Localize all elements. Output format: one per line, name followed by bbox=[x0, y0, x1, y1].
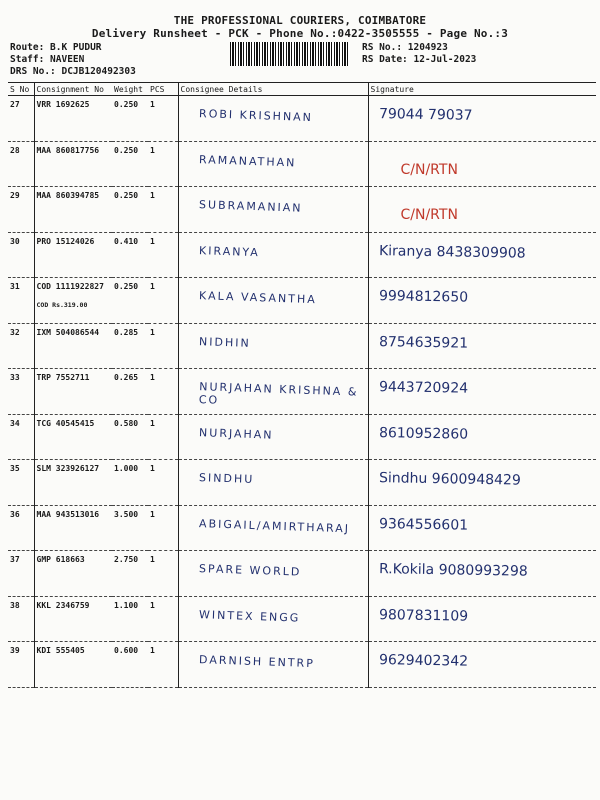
consignment-number bbox=[34, 642, 112, 688]
consignment-id: IXM 504086544 bbox=[36, 327, 100, 337]
consignee-details bbox=[178, 551, 368, 597]
signature-text: 9994812650 bbox=[378, 288, 468, 306]
table-row bbox=[8, 505, 596, 551]
signature-text: Sindhu 9600948429 bbox=[378, 470, 521, 489]
weight: 0.410 bbox=[112, 232, 148, 278]
cod-amount: COD Rs.319.00 bbox=[36, 301, 88, 309]
consignment-id: VRR 1692625 bbox=[36, 100, 90, 109]
consignment-number bbox=[34, 187, 112, 233]
signature-text: 8610952860 bbox=[378, 424, 468, 443]
company-title: THE PROFESSIONAL COURIERS, COIMBATORE bbox=[173, 14, 427, 27]
rs-date: RS Date: 12-Jul-2023 bbox=[362, 54, 477, 65]
col-pcs: PCS bbox=[148, 83, 178, 96]
consignment-number bbox=[34, 323, 112, 369]
signature-text: R.Kokila 9080993298 bbox=[378, 561, 528, 580]
consignee-name: ABIGAIL/AMIRTHARAJ bbox=[198, 516, 350, 535]
consignee-name: ROBI KRISHNAN bbox=[198, 107, 313, 125]
consignee-name: WINTEX ENGG bbox=[198, 607, 300, 625]
consignment-id: COD 1111922827 bbox=[36, 282, 104, 291]
signature-text: C/N/RTN bbox=[400, 161, 458, 178]
consignee-name: NURJAHAN KRISHNA & CO bbox=[198, 380, 359, 407]
table-row bbox=[8, 414, 596, 460]
consignment-number bbox=[34, 232, 112, 278]
consignee-details bbox=[178, 187, 368, 233]
weight: 0.250 bbox=[112, 96, 148, 142]
weight: 0.285 bbox=[112, 323, 148, 369]
signature-cell bbox=[368, 232, 596, 278]
table-header bbox=[8, 83, 596, 96]
serial-number: 29 bbox=[8, 187, 34, 233]
col-signature: Signature bbox=[368, 83, 596, 96]
signature-cell bbox=[368, 278, 596, 324]
signature-text: C/N/RTN bbox=[400, 207, 458, 223]
consignment-number bbox=[34, 596, 112, 642]
signature-cell bbox=[368, 642, 596, 688]
rs-number: RS No.: 1204923 bbox=[362, 42, 448, 53]
consignee-details bbox=[178, 323, 368, 369]
consignment-id: KKL 2346759 bbox=[36, 600, 90, 610]
weight: 0.250 bbox=[112, 278, 148, 324]
consignee-name: KIRANYA bbox=[198, 243, 260, 259]
consignee-name: DARNISH ENTRP bbox=[198, 653, 315, 671]
consignment-number bbox=[34, 278, 112, 324]
consignment-number bbox=[34, 505, 112, 551]
weight: 1.100 bbox=[112, 596, 148, 642]
serial-number: 30 bbox=[8, 232, 34, 278]
consignee-details bbox=[178, 141, 368, 187]
consignee-details bbox=[178, 596, 368, 642]
table-row bbox=[8, 460, 596, 506]
consignee-name: SUBRAMANIAN bbox=[198, 198, 303, 215]
consignment-id: MAA 860817756 bbox=[36, 145, 100, 155]
consignee-name: SPARE WORLD bbox=[198, 562, 302, 579]
barcode bbox=[230, 42, 350, 66]
consignment-number bbox=[34, 414, 112, 460]
pieces: 1 bbox=[148, 232, 178, 278]
signature-text: 79044 79037 bbox=[378, 106, 473, 124]
signature-text: 9364556601 bbox=[378, 515, 468, 534]
consignee-details bbox=[178, 460, 368, 506]
serial-number: 36 bbox=[8, 505, 34, 551]
signature-cell bbox=[368, 369, 596, 415]
weight: 0.250 bbox=[112, 141, 148, 187]
consignee-details bbox=[178, 369, 368, 415]
serial-number: 39 bbox=[8, 642, 34, 688]
weight: 1.000 bbox=[112, 460, 148, 506]
col-sno: S No bbox=[8, 83, 34, 96]
table-row bbox=[8, 187, 596, 233]
signature-cell bbox=[368, 141, 596, 187]
signature-cell bbox=[368, 505, 596, 551]
consignee-name: KALA VASANTHA bbox=[198, 289, 317, 307]
table-row bbox=[8, 642, 596, 688]
pieces: 1 bbox=[148, 141, 178, 187]
table-row bbox=[8, 278, 596, 324]
consignee-details bbox=[178, 96, 368, 142]
weight: 0.600 bbox=[112, 642, 148, 688]
serial-number: 33 bbox=[8, 369, 34, 415]
weight: 0.250 bbox=[112, 187, 148, 233]
pieces: 1 bbox=[148, 323, 178, 369]
table-row bbox=[8, 323, 596, 369]
col-consignee: Consignee Details bbox=[178, 83, 368, 96]
serial-number: 31 bbox=[8, 278, 34, 324]
consignment-id: SLM 323926127 bbox=[36, 464, 100, 473]
table-row bbox=[8, 596, 596, 642]
consignee-details bbox=[178, 232, 368, 278]
weight: 3.500 bbox=[112, 505, 148, 551]
serial-number: 32 bbox=[8, 323, 34, 369]
consignment-id: MAA 860394785 bbox=[36, 191, 100, 200]
signature-text: 9443720924 bbox=[378, 379, 468, 397]
consignee-name: NIDHIN bbox=[198, 334, 251, 350]
signature-cell bbox=[368, 187, 596, 233]
table-row bbox=[8, 551, 596, 597]
signature-cell bbox=[368, 551, 596, 597]
table-row bbox=[8, 369, 596, 415]
signature-cell bbox=[368, 96, 596, 142]
consignee-details bbox=[178, 278, 368, 324]
pieces: 1 bbox=[148, 96, 178, 142]
consignee-name: NURJAHAN bbox=[198, 425, 274, 442]
pieces: 1 bbox=[148, 278, 178, 324]
pieces: 1 bbox=[148, 369, 178, 415]
serial-number: 38 bbox=[8, 596, 34, 642]
runsheet-table bbox=[8, 82, 596, 688]
table-row bbox=[8, 232, 596, 278]
consignment-number bbox=[34, 369, 112, 415]
table-row bbox=[8, 141, 596, 187]
consignment-id: GMP 618663 bbox=[36, 555, 85, 564]
consignment-id: PRO 15124026 bbox=[36, 236, 95, 246]
serial-number: 35 bbox=[8, 460, 34, 506]
signature-cell bbox=[368, 414, 596, 460]
serial-number: 37 bbox=[8, 551, 34, 597]
pieces: 1 bbox=[148, 460, 178, 506]
serial-number: 34 bbox=[8, 414, 34, 460]
serial-number: 27 bbox=[8, 96, 34, 142]
pieces: 1 bbox=[148, 505, 178, 551]
consignment-id: TCG 40545415 bbox=[36, 418, 95, 428]
pieces: 1 bbox=[148, 187, 178, 233]
staff-label: Staff: NAVEEN bbox=[10, 54, 85, 65]
signature-text: 9807831109 bbox=[378, 606, 468, 625]
pieces: 1 bbox=[148, 642, 178, 688]
consignment-number bbox=[34, 96, 112, 142]
consignee-details bbox=[178, 414, 368, 460]
consignment-id: MAA 943513016 bbox=[36, 509, 100, 519]
weight: 0.265 bbox=[112, 369, 148, 415]
signature-text: 8754635921 bbox=[378, 333, 468, 352]
weight: 2.750 bbox=[112, 551, 148, 597]
consignment-number bbox=[34, 141, 112, 187]
consignment-id: KDI 555405 bbox=[36, 646, 85, 655]
table-row bbox=[8, 96, 596, 142]
consignee-details bbox=[178, 642, 368, 688]
signature-cell bbox=[368, 323, 596, 369]
consignee-details bbox=[178, 505, 368, 551]
pieces: 1 bbox=[148, 414, 178, 460]
drs-label: DRS No.: DCJB120492303 bbox=[10, 66, 136, 77]
signature-cell bbox=[368, 460, 596, 506]
runsheet-subtitle: Delivery Runsheet - PCK - Phone No.:0422-3505555 - Page No.:3 bbox=[91, 27, 509, 40]
consignment-number bbox=[34, 551, 112, 597]
signature-cell bbox=[368, 596, 596, 642]
consignment-number bbox=[34, 460, 112, 506]
consignee-name: SINDHU bbox=[198, 471, 254, 487]
signature-text: 9629402342 bbox=[378, 652, 468, 670]
col-consignment: Consignment No bbox=[34, 83, 112, 96]
weight: 0.580 bbox=[112, 414, 148, 460]
signature-text: Kiranya 8438309908 bbox=[378, 242, 526, 262]
col-weight: Weight bbox=[112, 83, 148, 96]
pieces: 1 bbox=[148, 551, 178, 597]
consignee-name: RAMANATHAN bbox=[198, 152, 297, 169]
route-label: Route: B.K PUDUR bbox=[10, 42, 102, 53]
pieces: 1 bbox=[148, 596, 178, 642]
consignment-id: TRP 7552711 bbox=[36, 373, 90, 382]
serial-number: 28 bbox=[8, 141, 34, 187]
